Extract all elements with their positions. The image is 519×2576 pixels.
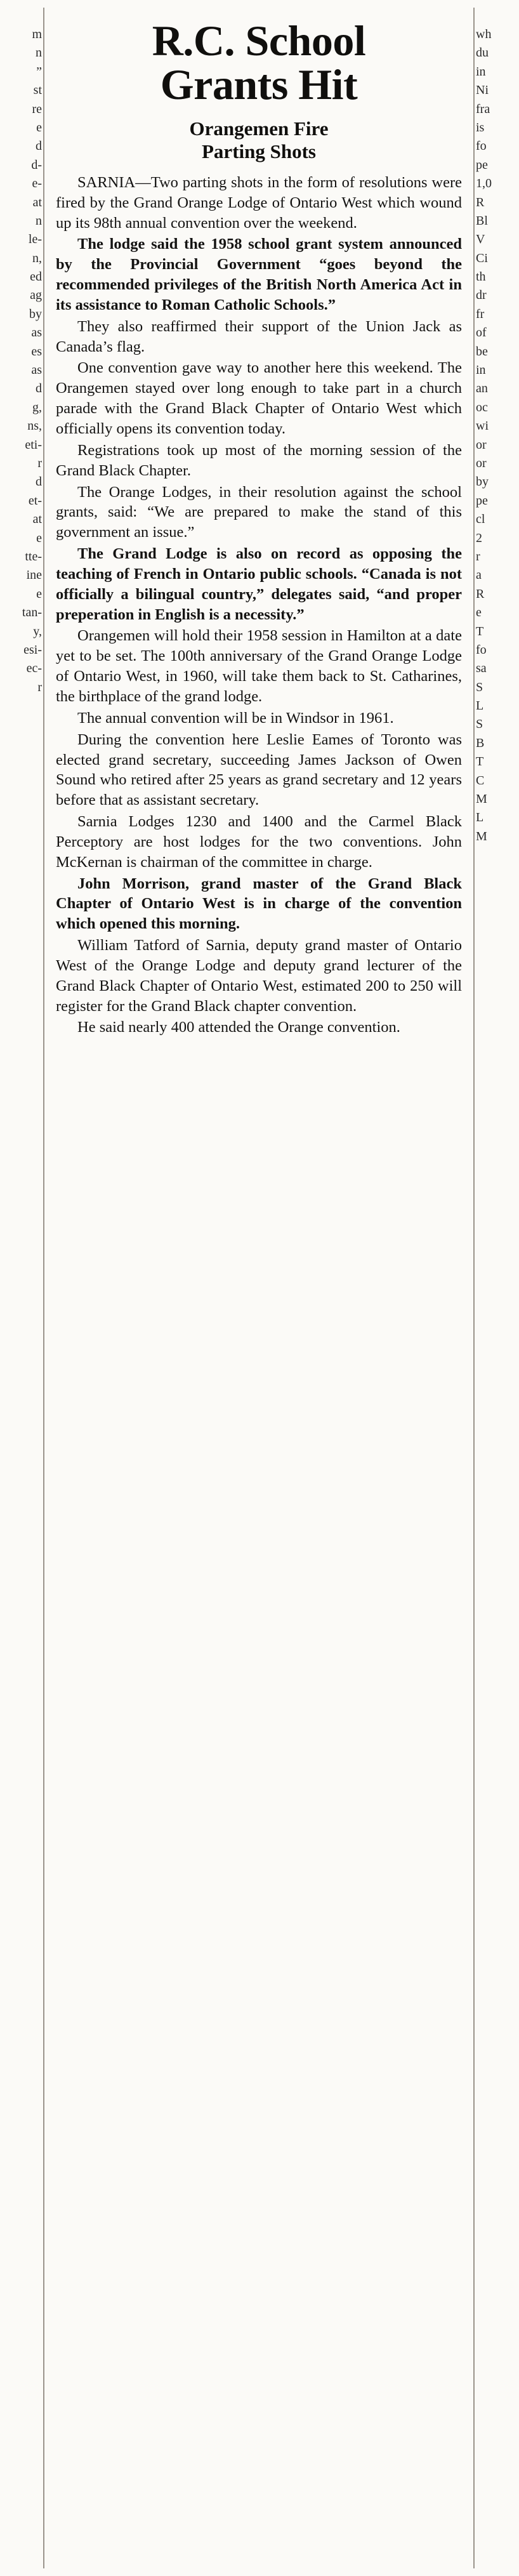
column-text-fragment: B	[476, 736, 485, 750]
article-paragraph: The Orange Lodges, in their resolution against the school grants, said: “We are prepared to make the stand of this government an issue.”	[56, 483, 462, 541]
column-text-fragment: fr	[476, 307, 485, 321]
headline-line-2: Grants Hit	[160, 60, 358, 109]
column-text-fragment: ine	[26, 568, 42, 583]
column-text-fragment: V	[476, 232, 485, 247]
column-text-fragment: ag	[30, 288, 42, 303]
column-text-fragment: at	[32, 512, 42, 527]
subhead-line-2: Parting Shots	[202, 140, 316, 163]
column-text-fragment: pe	[476, 493, 488, 508]
column-text-fragment: e	[36, 586, 42, 601]
column-text-fragment: y,	[33, 624, 42, 638]
column-text-fragment: of	[476, 326, 487, 340]
article-paragraph: The Grand Lodge is also on record as opposing the teaching of French in Ontario public schools. “Canada is not officially a bilingual country,” delegates said, “and proper preperation in English is a necessity.”	[56, 545, 462, 623]
article-paragraph: They also reaffirmed their support of the Union Jack as Canada’s flag.	[56, 317, 462, 355]
column-text-fragment: re	[32, 102, 42, 116]
column-text-fragment: M	[476, 829, 487, 843]
column-text-fragment: wh	[476, 27, 492, 41]
column-text-fragment: an	[476, 381, 488, 396]
column-text-fragment: n,	[32, 251, 42, 265]
column-text-fragment: d-	[31, 157, 42, 172]
column-text-fragment: r	[37, 456, 42, 470]
column-text-fragment: pe	[476, 157, 488, 172]
column-text-fragment: Ni	[476, 83, 489, 98]
column-text-fragment: d	[36, 381, 42, 396]
column-text-fragment: du	[476, 46, 489, 60]
column-text-fragment: esi-	[23, 642, 42, 657]
column-text-fragment: at	[32, 195, 42, 209]
column-text-fragment: 2	[476, 531, 482, 545]
column-text-fragment: ec-	[26, 661, 42, 676]
column-text-fragment: cl	[476, 512, 485, 527]
column-text-fragment: le-	[28, 232, 42, 247]
column-text-fragment: tte-	[25, 549, 42, 564]
column-text-fragment: g,	[32, 400, 42, 414]
article-paragraph: William Tatford of Sarnia, deputy grand master of Ontario West of the Orange Lodge and deputy grand lecturer of the Grand Black Chapter of Ontario West, estimated 200 to 250 will register for the Grand Black chapter convention.	[56, 937, 462, 1015]
column-text-fragment: in	[476, 363, 486, 378]
article-subhead	[56, 117, 462, 164]
column-text-fragment: n	[36, 213, 42, 228]
article-body	[49, 14, 468, 1039]
column-text-fragment: et-	[28, 493, 42, 508]
column-text-fragment: is	[476, 120, 485, 135]
column-text-fragment: ed	[30, 270, 42, 284]
column-text-fragment: eti-	[25, 437, 42, 452]
column-text-fragment: a	[476, 568, 482, 583]
column-text-fragment: n	[36, 46, 42, 60]
article-paragraph: The annual convention will be in Windsor in 1961.	[77, 709, 394, 727]
column-text-fragment: as	[31, 326, 42, 340]
column-text-fragment: in	[476, 64, 486, 79]
column-text-fragment: r	[37, 680, 42, 694]
column-text-fragment: st	[33, 83, 42, 98]
column-text-fragment: T	[476, 624, 484, 638]
article-paragraph: Sarnia Lodges 1230 and 1400 and the Carmel Black Perceptory are host lodges for the two conventions. John McKernan is chairman of the committee in charge.	[56, 813, 462, 871]
column-text-fragment: L	[476, 810, 484, 825]
article-paragraph: The lodge said the 1958 school grant system announced by the Provincial Government “goes beyond the recommended privileges of the British North America Act in its assistance to Roman Catholic Schools.”	[56, 235, 462, 314]
article-paragraph: He said nearly 400 attended the Orange convention.	[77, 1019, 400, 1036]
column-text-fragment: e	[476, 605, 482, 620]
column-text-fragment: L	[476, 699, 484, 713]
left-partial-column	[0, 0, 44, 2576]
headline-line-1: R.C. School	[152, 17, 366, 65]
column-text-fragment: fo	[476, 139, 487, 154]
column-text-fragment: wi	[476, 419, 489, 433]
column-text-fragment: e	[36, 531, 42, 545]
column-text-fragment: es	[31, 344, 42, 359]
subhead-line-1: Orangemen Fire	[189, 117, 329, 140]
column-text-fragment: m	[32, 27, 42, 41]
column-text-fragment: R	[476, 195, 485, 209]
article-paragraph: During the convention here Leslie Eames of Toronto was elected grand secretary, succeeding James Jackson of Owen Sound who retired after 25 years as grand secretary and 12 years before that as assistant secretary.	[56, 730, 462, 809]
article-paragraph: John Morrison, grand master of the Grand Black Chapter of Ontario West is in charge of the convention which opened this morning.	[56, 875, 462, 933]
column-text-fragment: fra	[476, 102, 490, 116]
article-paragraphs	[56, 173, 462, 1038]
column-text-fragment: be	[476, 344, 488, 359]
column-text-fragment: 1,0	[476, 176, 492, 191]
column-text-fragment: R	[476, 586, 485, 601]
column-text-fragment: fo	[476, 642, 487, 657]
column-text-fragment: r	[476, 549, 480, 564]
article-paragraph: One convention gave way to another here this weekend. The Orangemen stayed over long enough to take part in a church parade with the Grand Black Chapter of Ontario West which officially opens its convention today.	[56, 359, 462, 437]
column-text-fragment: dr	[476, 288, 487, 303]
column-text-fragment: M	[476, 792, 487, 807]
column-text-fragment: C	[476, 773, 485, 788]
column-text-fragment: oc	[476, 400, 488, 414]
column-text-fragment: e-	[32, 176, 42, 191]
column-text-fragment: ”	[36, 64, 42, 79]
column-text-fragment: T	[476, 755, 484, 769]
column-text-fragment: S	[476, 680, 483, 694]
column-text-fragment: by	[476, 475, 489, 489]
column-text-fragment: or	[476, 437, 487, 452]
article-paragraph: Registrations took up most of the morning session of the Grand Black Chapter.	[56, 441, 462, 479]
column-text-fragment: d	[36, 139, 42, 154]
right-partial-column	[472, 0, 519, 2576]
column-text-fragment: as	[31, 363, 42, 378]
column-text-fragment: d	[36, 475, 42, 489]
column-text-fragment: e	[36, 120, 42, 135]
column-text-fragment: S	[476, 717, 483, 732]
column-text-fragment: th	[476, 270, 486, 284]
column-text-fragment: ns,	[27, 419, 42, 433]
column-text-fragment: or	[476, 456, 487, 470]
column-text-fragment: Ci	[476, 251, 488, 265]
column-text-fragment: tan-	[22, 605, 42, 620]
article-paragraph: Orangemen will hold their 1958 session in Hamilton at a date yet to be set. The 100th anniversary of the Grand Orange Lodge of Ontario West, in 1960, will take them back to St. Catharines, the birthplace of the grand lodge.	[56, 627, 462, 705]
column-text-fragment: Bl	[476, 213, 488, 228]
column-text-fragment: sa	[476, 661, 487, 676]
column-text-fragment: by	[29, 307, 42, 321]
page-title	[56, 19, 462, 107]
article-paragraph: SARNIA—Two parting shots in the form of resolutions were fired by the Grand Orange Lodge of Ontario West which wound up its 98th annual convention over the weekend.	[56, 173, 462, 232]
column-divider-left	[43, 8, 44, 2568]
